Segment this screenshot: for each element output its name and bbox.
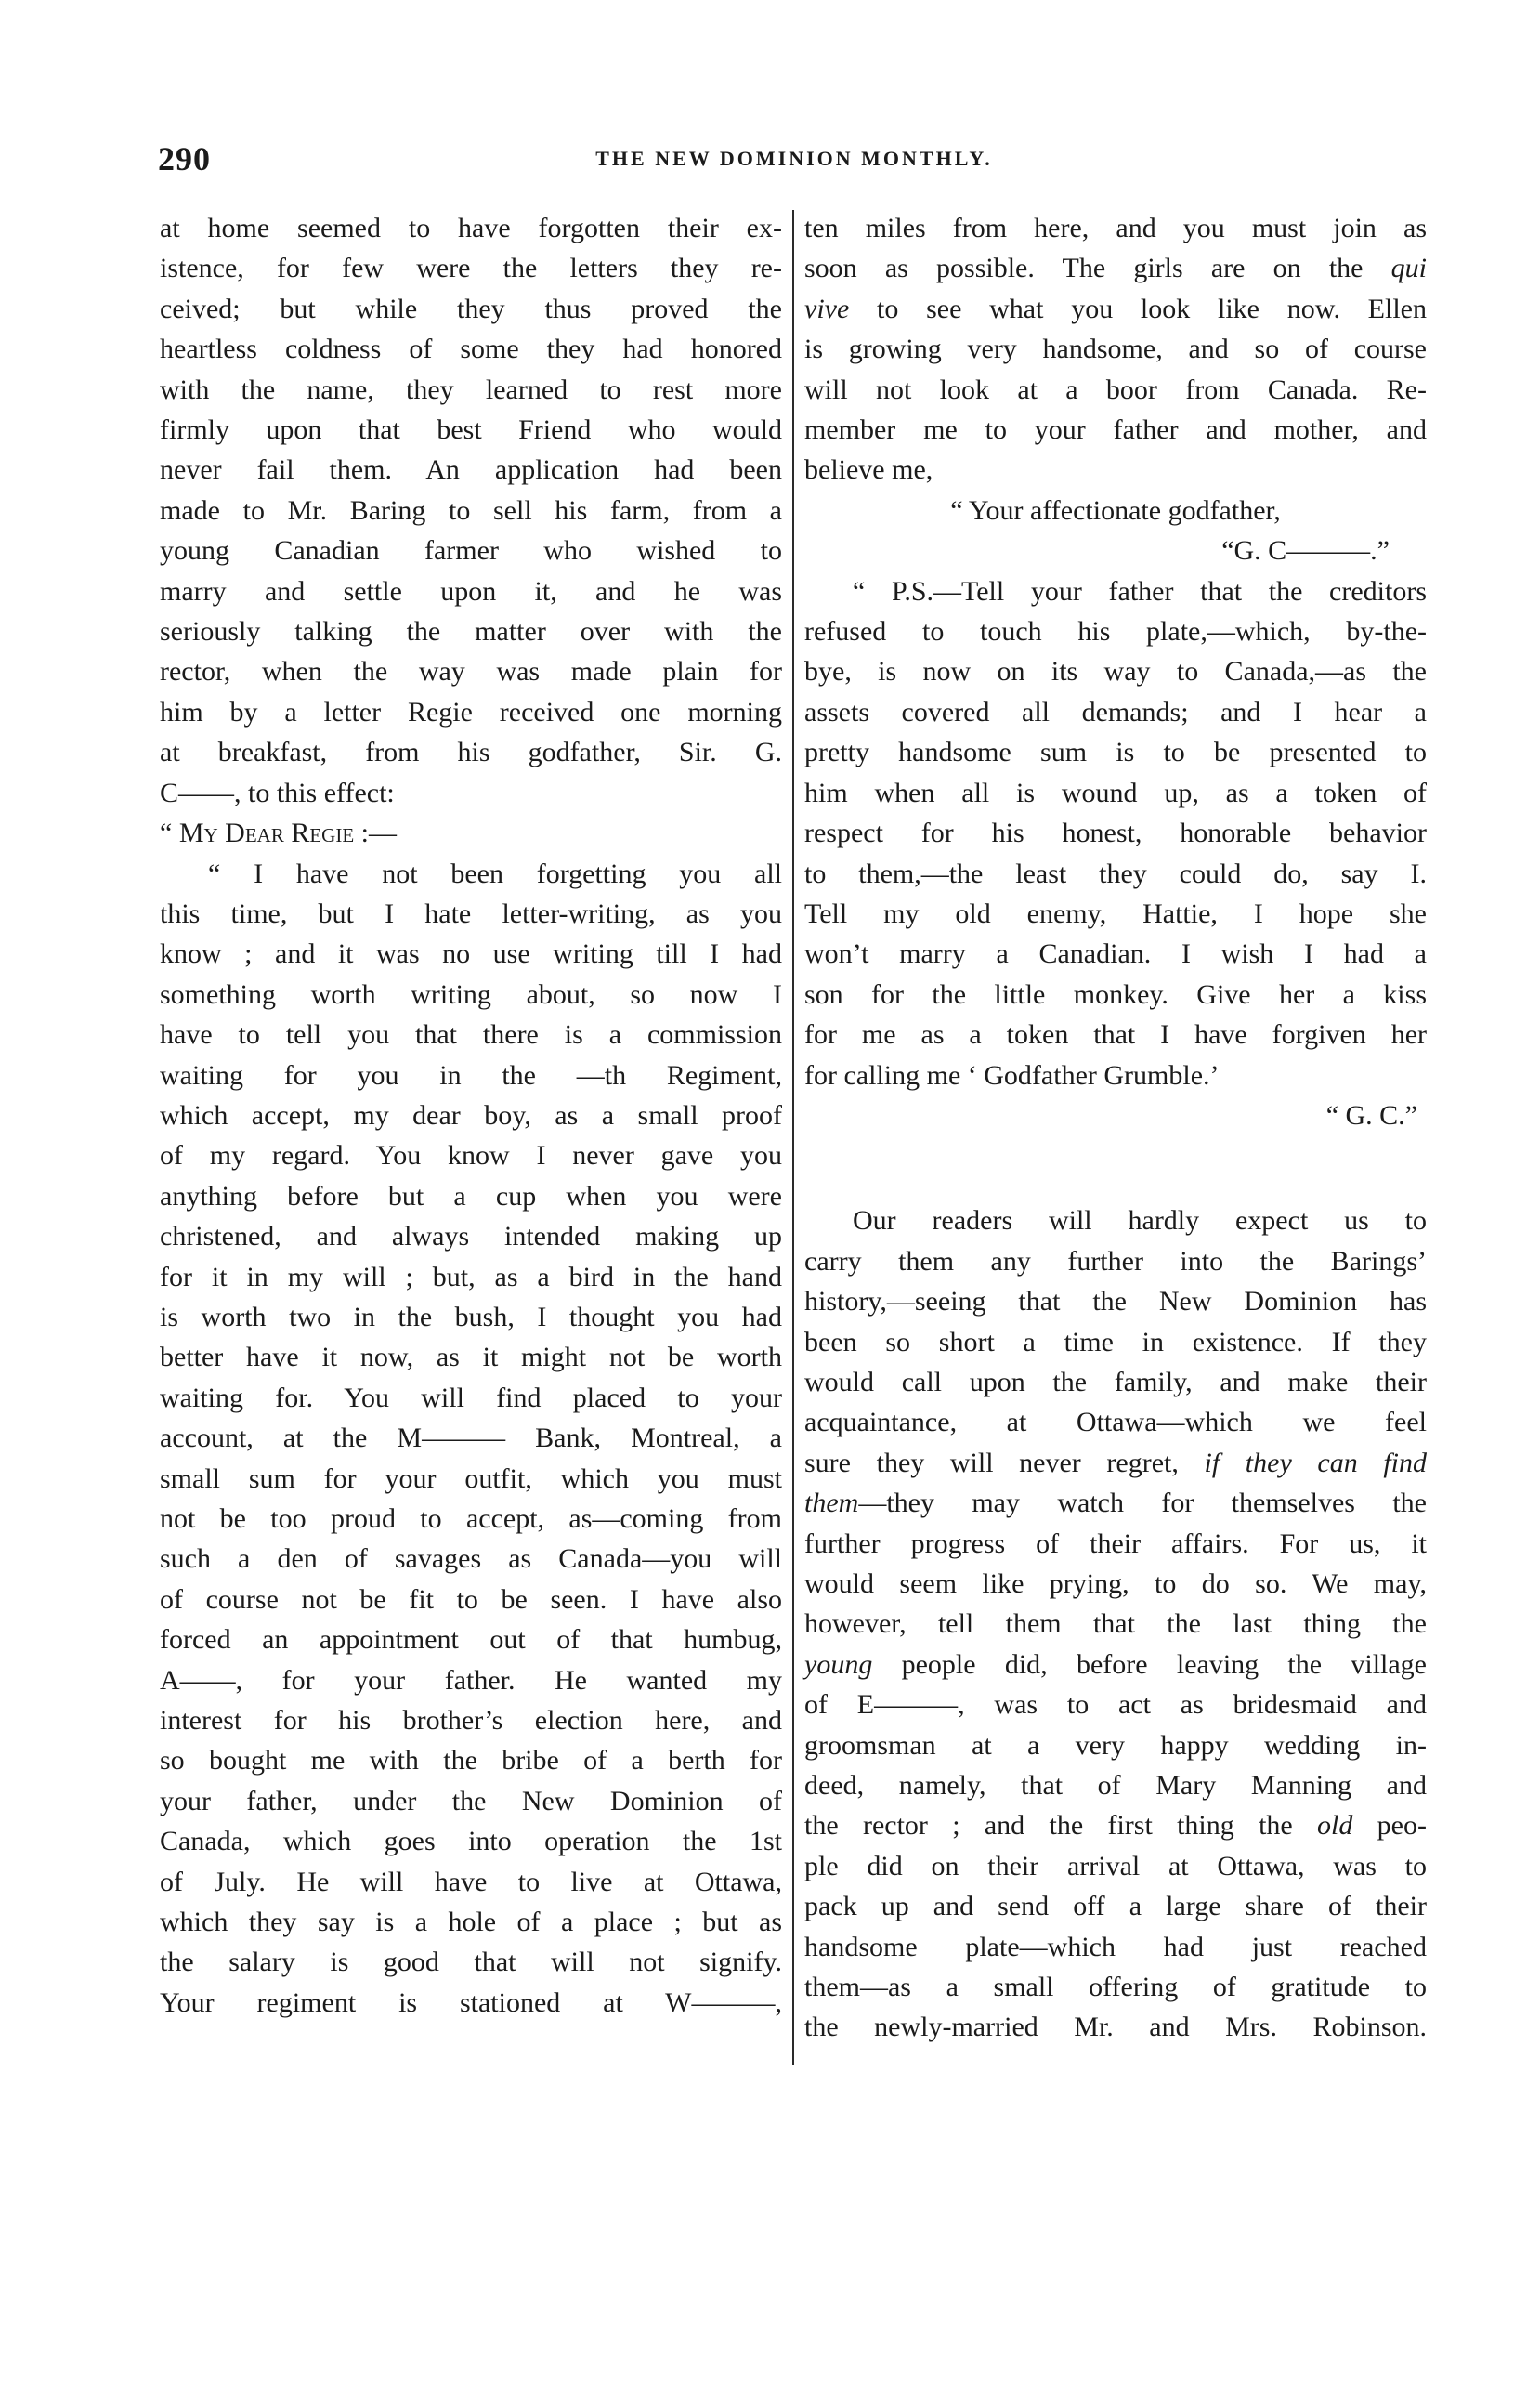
text-line: him by a letter Regie received one morning [160, 696, 782, 728]
text-line: waiting for. You will find placed to your [160, 1382, 782, 1413]
text-line: something worth writing about, so now I [160, 978, 782, 1010]
text-line: pack up and send off a large share of their [804, 1891, 1427, 1922]
text-line: of July. He will have to live at Ottawa, [160, 1866, 782, 1897]
text-line: not be too proud to accept, as—coming from [160, 1503, 782, 1534]
text-line: handsome plate—which had just reached [804, 1931, 1427, 1962]
text-line: the newly-married Mr. and Mrs. Robinson. [804, 2012, 1427, 2043]
text-line: respect for his honest, honorable behavior [804, 818, 1427, 849]
text-line: them—they may watch for themselves the [804, 1488, 1427, 1519]
text-line: however, tell them that the last thing the [804, 1608, 1427, 1640]
text-line: son for the little monkey. Give her a kiss [804, 978, 1427, 1010]
text-line: deed, namely, that of Mary Manning and [804, 1770, 1427, 1802]
text-line: Your regiment is stationed at W———, [160, 1986, 782, 2018]
text-line: is growing very handsome, and so of course [804, 334, 1427, 365]
text-line: soon as possible. The girls are on the qui [804, 253, 1427, 284]
text-line: heartless coldness of some they had honored [160, 334, 782, 365]
text-line: them—as a small offering of gratitude to [804, 1972, 1427, 2003]
section-gap [804, 1135, 1427, 1200]
text-line: sure they will never regret, if they can find [804, 1447, 1427, 1478]
text-line: ple did on their arrival at Ottawa, was to [804, 1850, 1427, 1881]
text-line: firmly upon that best Friend who would [160, 414, 782, 446]
column-divider [792, 210, 794, 2065]
text-line: him when all is wound up, as a token of [804, 777, 1427, 808]
text-line: never fail them. An application had been [160, 454, 782, 486]
text-line: will not look at a boor from Canada. Re- [804, 374, 1427, 405]
text-line: of course not be fit to be seen. I have also [160, 1583, 782, 1615]
text-line: young Canadian farmer who wished to [160, 535, 782, 567]
page-header [158, 139, 1430, 180]
running-title: THE NEW DOMINION MONTHLY. [595, 147, 993, 170]
text-line: of my regard. You know I never gave you [160, 1140, 782, 1172]
text-line: acquaintance, at Ottawa—which we feel [804, 1407, 1427, 1438]
text-line: would call upon the family, and make their [804, 1366, 1427, 1397]
text-line: “ P.S.—Tell your father that the creditors [853, 575, 1427, 607]
text-line: rector, when the way was made plain for [160, 656, 782, 688]
text-line: which they say is a hole of a place ; but as [160, 1907, 782, 1938]
text-line: assets covered all demands; and I hear a [804, 696, 1427, 728]
right-column [804, 208, 1427, 2048]
text-line: at home seemed to have forgotten their ex- [160, 213, 782, 243]
left-column [160, 208, 782, 2023]
text-line: with the name, they learned to rest more [160, 374, 782, 405]
text-line: ten miles from here, and you must join as [804, 213, 1427, 243]
text-line: groomsman at a very happy wedding in- [804, 1729, 1427, 1761]
text-line: for it in my will ; but, as a bird in the hand [160, 1261, 782, 1292]
text-line: seriously talking the matter over with the [160, 616, 782, 648]
page-number: 290 [158, 140, 211, 177]
text-line: is worth two in the bush, I thought you had [160, 1301, 782, 1332]
text-line: carry them any further into the Barings’ [804, 1245, 1427, 1277]
text-line: this time, but I hate letter-writing, as you [160, 898, 782, 929]
letter-closing: “ Your affectionate godfather, [950, 494, 1281, 526]
letter-salutation: “ My Dear Regie :— [160, 818, 397, 849]
text-line: young people did, before leaving the village [804, 1648, 1427, 1680]
text-line: so bought me with the bribe of a berth for [160, 1745, 782, 1776]
text-line: your father, under the New Dominion of [160, 1785, 782, 1816]
text-line: ceived; but while they thus proved the [160, 293, 782, 324]
text-line: the rector ; and the first thing the old peo- [804, 1810, 1427, 1842]
text-line: believe me, [804, 454, 933, 486]
text-line: C——, to this effect: [160, 777, 395, 808]
text-line: of E———, was to act as bridesmaid and [804, 1689, 1427, 1721]
text-line: A——, for your father. He wanted my [160, 1664, 782, 1696]
text-line: “ I have not been forgetting you all [208, 858, 782, 889]
text-line: the salary is good that will not signify. [160, 1947, 782, 1978]
text-line: marry and settle upon it, and he was [160, 575, 782, 607]
text-line: for calling me ‘ Godfather Grumble.’ [804, 1059, 1220, 1091]
text-line: been so short a time in existence. If they [804, 1326, 1427, 1357]
text-line: account, at the M——— Bank, Montreal, a [160, 1422, 782, 1454]
text-line: interest for his brother’s election here, and [160, 1705, 782, 1737]
text-line: for me as a token that I have forgiven her [804, 1019, 1427, 1051]
text-line: christened, and always intended making up [160, 1221, 782, 1252]
text-line: waiting for you in the —th Regiment, [160, 1059, 782, 1091]
text-line: vive to see what you look like now. Ellen [804, 293, 1427, 324]
ps-signature: “ G. C.” [1325, 1099, 1417, 1131]
text-line: Our readers will hardly expect us to [853, 1205, 1427, 1237]
text-line: further progress of their affairs. For us, it [804, 1527, 1427, 1559]
text-line: forced an appointment out of that humbug, [160, 1624, 782, 1656]
text-line: won’t marry a Canadian. I wish I had a [804, 938, 1427, 970]
text-line: know ; and it was no use writing till I had [160, 938, 782, 970]
text-line: better have it now, as it might not be worth [160, 1342, 782, 1373]
text-line: istence, for few were the letters they re- [160, 253, 782, 284]
text-line: have to tell you that there is a commission [160, 1019, 782, 1051]
text-line: made to Mr. Baring to sell his farm, from a [160, 494, 782, 526]
letter-signature: “G. C———.” [1221, 535, 1390, 567]
text-line: refused to touch his plate,—which, by-the- [804, 616, 1427, 648]
text-line: Canada, which goes into operation the 1st [160, 1826, 782, 1857]
text-line: Tell my old enemy, Hattie, I hope she [804, 898, 1427, 929]
text-line: member me to your father and mother, and [804, 414, 1427, 446]
text-line: which accept, my dear boy, as a small proof [160, 1099, 782, 1131]
text-line: small sum for your outfit, which you must [160, 1462, 782, 1494]
text-line: would seem like prying, to do so. We may, [804, 1568, 1427, 1599]
text-line: anything before but a cup when you were [160, 1180, 782, 1212]
text-line: history,—seeing that the New Dominion has [804, 1286, 1427, 1318]
text-line: to them,—the least they could do, say I. [804, 858, 1427, 889]
text-line: bye, is now on its way to Canada,—as the [804, 656, 1427, 688]
text-line: such a den of savages as Canada—you will [160, 1543, 782, 1575]
text-line: pretty handsome sum is to be presented to [804, 737, 1427, 768]
text-line: at breakfast, from his godfather, Sir. G. [160, 737, 782, 768]
